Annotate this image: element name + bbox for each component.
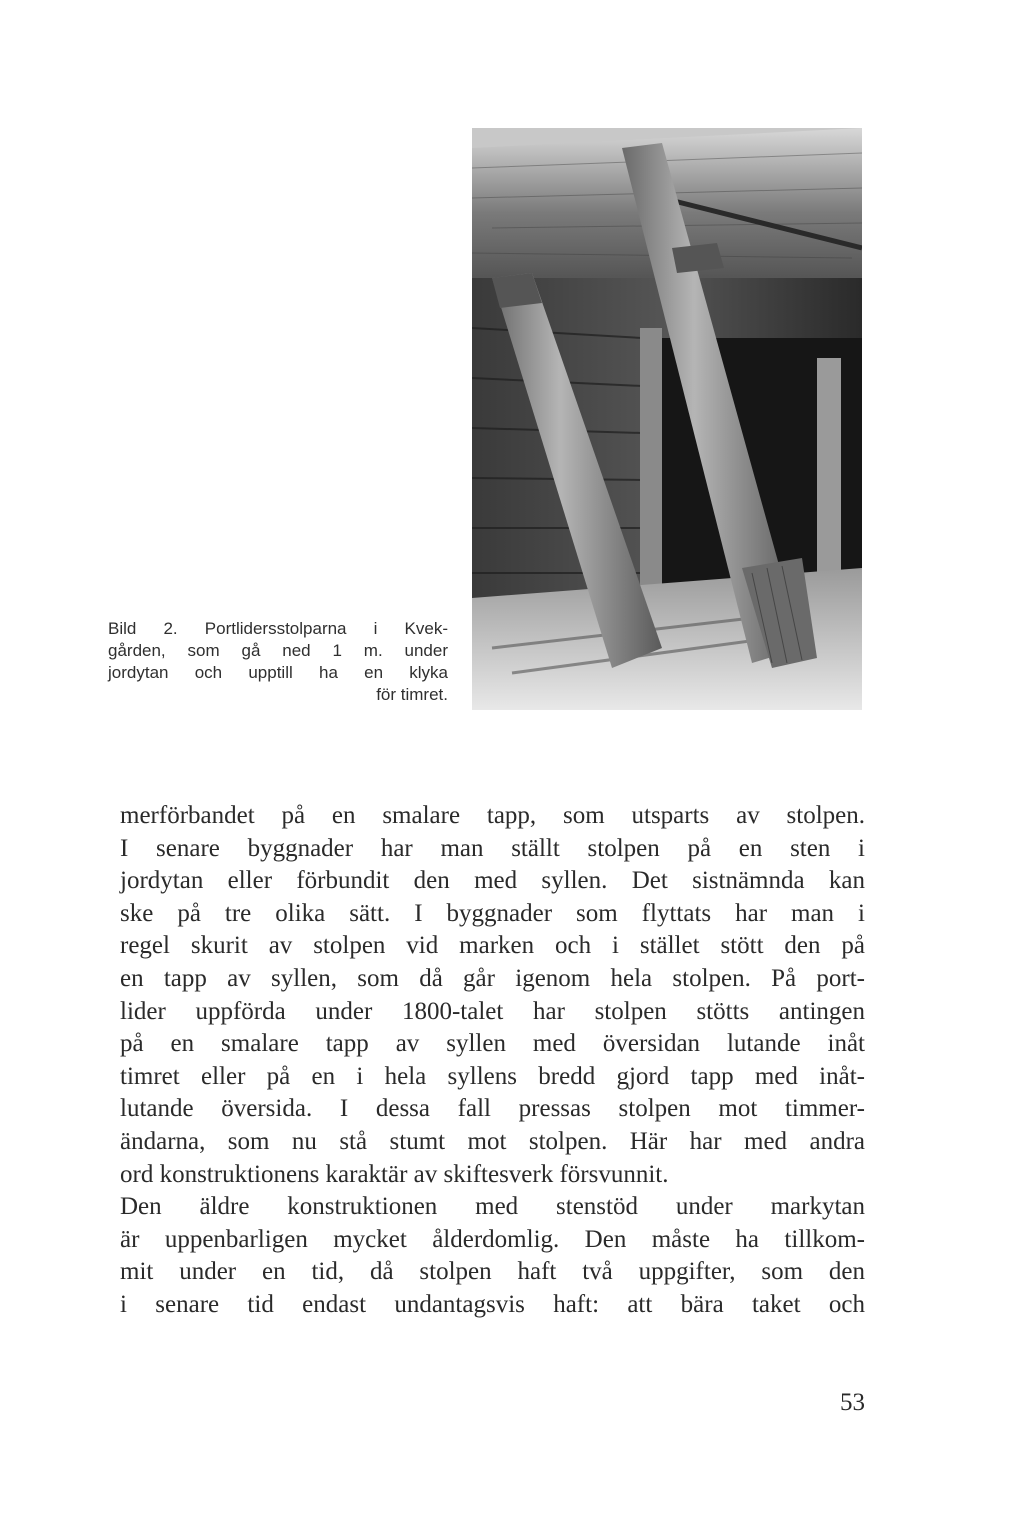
caption-line: gården, som gå ned 1 m. under — [108, 641, 448, 660]
photo-illustration — [472, 128, 862, 710]
figure-photo — [472, 128, 862, 710]
page-number: 53 — [840, 1389, 865, 1416]
text-line-content: Den äldre konstruktionen med stenstöd under markytan — [120, 1193, 865, 1221]
text-line: ske på tre olika sätt. I byggnader som flyttats har man i — [120, 899, 865, 927]
text-line: på en smalare tapp av syllen med översidan lutande inåt — [120, 1030, 865, 1058]
caption-line: jordytan och upptill ha en klyka — [108, 663, 448, 682]
text-line: ord konstruktionens karaktär av skiftesverk försvunnit. — [120, 1160, 669, 1188]
text-line: I senare byggnader har man ställt stolpen på en sten i — [120, 834, 865, 862]
text-line: i senare tid endast undantagsvis haft: att bära taket och — [120, 1290, 865, 1318]
text-line: regel skurit av stolpen vid marken och i stället stött den på — [120, 932, 865, 960]
text-line: en tapp av syllen, som då går igenom hela stolpen. På port- — [120, 964, 865, 992]
caption-line: för timret. — [376, 685, 448, 704]
text-line — [120, 1191, 865, 1224]
figure-caption — [108, 618, 448, 706]
text-line: timret eller på en i hela syllens bredd gjord tapp med inåt- — [120, 1062, 865, 1090]
caption-line: Bild 2. Portlidersstolparna i Kvek- — [108, 619, 448, 638]
text-line: jordytan eller förbundit den med syllen. Det sistnämnda kan — [120, 867, 865, 895]
text-line: lutande översida. I dessa fall pressas stolpen mot timmer- — [120, 1095, 865, 1123]
text-line: lider uppförda under 1800-talet har stolpen stötts antingen — [120, 997, 865, 1025]
body-text — [120, 800, 865, 1322]
text-line: ändarna, som nu stå stumt mot stolpen. Här har med andra — [120, 1127, 865, 1155]
text-line: merförbandet på en smalare tapp, som utsparts av stolpen. — [120, 802, 865, 829]
text-line: är uppenbarligen mycket ålderdomlig. Den måste ha tillkom- — [120, 1225, 865, 1253]
text-line: mit under en tid, då stolpen haft två uppgifter, som den — [120, 1258, 865, 1286]
